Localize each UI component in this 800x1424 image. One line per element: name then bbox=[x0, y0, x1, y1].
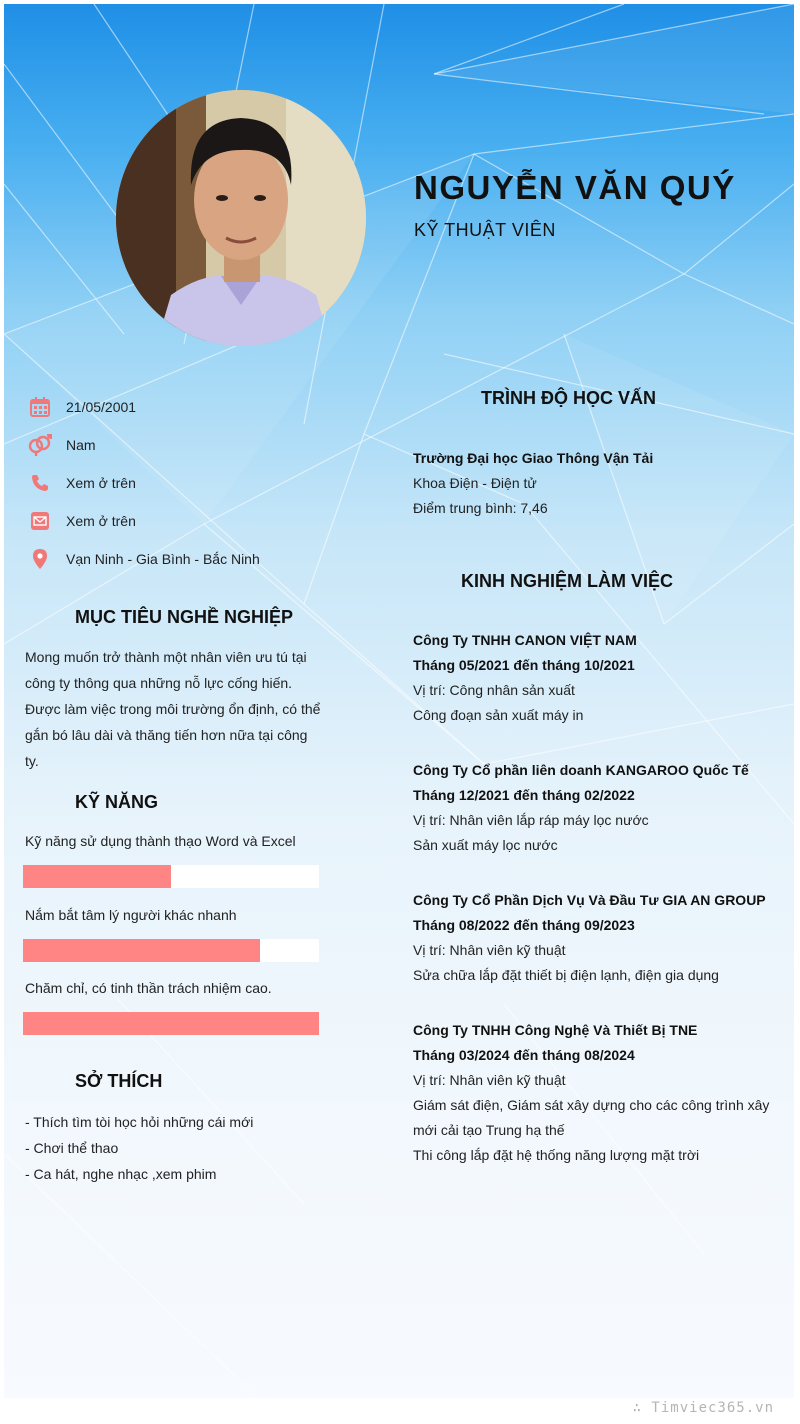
candidate-name: NGUYỄN VĂN QUÝ bbox=[414, 169, 736, 206]
job-position: Vị trí: Công nhân sản xuất bbox=[413, 682, 575, 698]
avatar bbox=[116, 90, 366, 346]
hobbies-list bbox=[25, 1109, 253, 1187]
job-detail: Công đoạn sản xuất máy in bbox=[413, 707, 584, 723]
job-company: Công Ty Cổ Phần Dịch Vụ Và Đầu Tư GIA AN GROUP bbox=[413, 892, 766, 908]
job-company: Công Ty Cổ phần liên doanh KANGAROO Quốc Tế bbox=[413, 762, 749, 778]
gpa-text: Điểm trung bình: 7,46 bbox=[413, 500, 548, 516]
skill-label: Kỹ năng sử dụng thành thạo Word và Excel bbox=[25, 833, 296, 849]
gender-icon bbox=[28, 433, 52, 457]
job-position: Vị trí: Nhân viên lắp ráp máy lọc nước bbox=[413, 812, 649, 828]
job-detail: Giám sát điện, Giám sát xây dựng cho các công trình xây mới cải tạo Trung hạ thế bbox=[413, 1097, 770, 1138]
skill-bar bbox=[23, 1012, 319, 1035]
skills-heading: KỸ NĂNG bbox=[75, 792, 159, 812]
watermark: ∴ Timviec365.vn bbox=[632, 1400, 774, 1416]
contact-gender bbox=[28, 426, 260, 464]
skill-bar-fill bbox=[23, 865, 171, 888]
job-company: Công Ty TNHH CANON VIỆT NAM bbox=[413, 632, 637, 648]
skill-bar-fill bbox=[23, 1012, 319, 1035]
school-name: Trường Đại học Giao Thông Vận Tải bbox=[413, 450, 654, 466]
objective-text: Mong muốn trở thành một nhân viên ưu tú tại công ty thông qua những nỗ lực cống hiến. Được làm việc trong môi trường ổn định, có thể gắn bó lâu dài và thăng tiến hơn nữa tại công ty. bbox=[25, 649, 321, 769]
contact-phone bbox=[28, 464, 260, 502]
job-period: Tháng 08/2022 đến tháng 09/2023 bbox=[413, 917, 635, 933]
skill-label: Chăm chỉ, có tinh thần trách nhiệm cao. bbox=[25, 980, 272, 996]
faculty-name: Khoa Điện - Điện tử bbox=[413, 475, 537, 491]
job-entry bbox=[413, 758, 783, 858]
skill-bar bbox=[23, 939, 319, 962]
education-block bbox=[413, 446, 653, 521]
list-item: - Chơi thể thao bbox=[25, 1140, 119, 1156]
candidate-title: KỸ THUẬT VIÊN bbox=[414, 220, 556, 240]
job-position: Vị trí: Nhân viên kỹ thuật bbox=[413, 942, 566, 958]
contact-address bbox=[28, 540, 260, 578]
list-item: - Thích tìm tòi học hỏi những cái mới bbox=[25, 1114, 254, 1130]
job-detail: Sản xuất máy lọc nước bbox=[413, 837, 558, 853]
job-period: Tháng 12/2021 đến tháng 02/2022 bbox=[413, 787, 635, 803]
phone-icon bbox=[28, 471, 52, 495]
job-period: Tháng 03/2024 đến tháng 08/2024 bbox=[413, 1047, 635, 1063]
job-detail: Thi công lắp đặt hệ thống năng lượng mặt trời bbox=[413, 1147, 700, 1163]
cv-page bbox=[4, 4, 794, 1398]
location-pin-icon bbox=[28, 547, 52, 571]
skill-bar-fill bbox=[23, 939, 260, 962]
email-text: Xem ở trên bbox=[66, 513, 136, 529]
birthday-text: 21/05/2001 bbox=[66, 399, 137, 415]
contact-list bbox=[28, 388, 260, 578]
phone-text: Xem ở trên bbox=[66, 475, 136, 491]
objective-heading: MỤC TIÊU NGHỀ NGHIỆP bbox=[75, 607, 294, 627]
hobbies-heading: SỞ THÍCH bbox=[75, 1071, 163, 1091]
job-period: Tháng 05/2021 đến tháng 10/2021 bbox=[413, 657, 635, 673]
skill-bar bbox=[23, 865, 319, 888]
education-heading: TRÌNH ĐỘ HỌC VẤN bbox=[481, 388, 656, 408]
job-position: Vị trí: Nhân viên kỹ thuật bbox=[413, 1072, 566, 1088]
gender-text: Nam bbox=[66, 437, 96, 453]
contact-birthday bbox=[28, 388, 260, 426]
job-company: Công Ty TNHH Công Nghệ Và Thiết Bị TNE bbox=[413, 1022, 698, 1038]
experience-heading: KINH NGHIỆM LÀM VIỆC bbox=[461, 571, 674, 591]
address-text: Vạn Ninh - Gia Bình - Bắc Ninh bbox=[66, 551, 260, 567]
skill-label: Nắm bắt tâm lý người khác nhanh bbox=[25, 907, 237, 923]
email-icon bbox=[28, 509, 52, 533]
job-detail: Sửa chữa lắp đặt thiết bị điện lạnh, điện gia dụng bbox=[413, 967, 719, 983]
job-entry bbox=[413, 888, 783, 988]
contact-email bbox=[28, 502, 260, 540]
list-item: - Ca hát, nghe nhạc ,xem phim bbox=[25, 1166, 217, 1182]
job-entry bbox=[413, 628, 783, 728]
calendar-icon bbox=[28, 395, 52, 419]
job-entry bbox=[413, 1018, 778, 1168]
